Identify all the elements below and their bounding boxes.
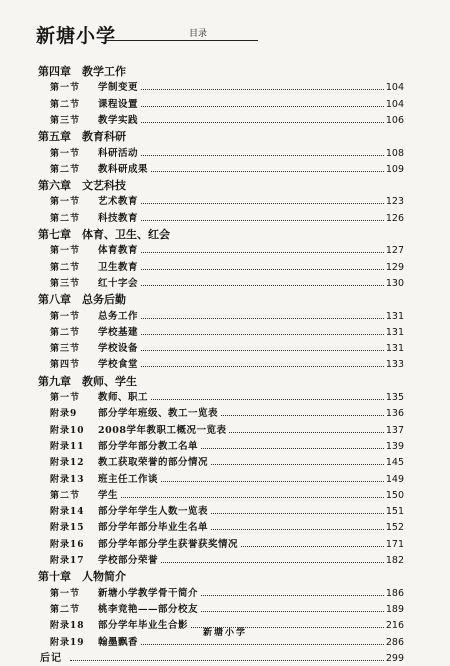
entry-section: 第二节 (50, 604, 81, 615)
toc-entry[interactable] (0, 407, 450, 421)
entry-section: 附录9 (50, 409, 78, 420)
entry-section: 第一节 (50, 246, 81, 257)
entry-title: 新塘小学教学骨干简介 (98, 587, 199, 599)
entry-page-number: 106 (385, 114, 404, 126)
dot-leader (100, 220, 404, 221)
chapter-heading (38, 179, 168, 193)
entry-page-number: 127 (385, 245, 404, 257)
entry-section: 第三节 (50, 344, 81, 355)
toc-entry[interactable] (0, 277, 450, 291)
afterword-page-number: 299 (385, 652, 404, 664)
entry-page-number: 145 (385, 457, 404, 469)
chapter-number: 第八章 (38, 293, 71, 307)
entry-section: 第一节 (50, 148, 81, 159)
entry-page-number: 182 (385, 555, 404, 566)
entry-title: 学校基建 (98, 326, 139, 338)
entry-page-number: 123 (385, 196, 404, 208)
entry-section: 附录10 (50, 425, 85, 436)
chapter-number: 第六章 (38, 179, 71, 193)
dot-leader (100, 366, 404, 367)
entry-page-number: 152 (385, 522, 404, 534)
entry-title: 教科研成果 (98, 163, 149, 175)
entry-title: 艺术教育 (98, 196, 139, 208)
entry-title: 科研活动 (98, 147, 139, 159)
toc-entry[interactable] (0, 473, 450, 487)
entry-title: 部分学年部分学生获誉获奖情况 (98, 538, 239, 550)
dot-leader (100, 497, 404, 498)
entry-title: 部分学年毕业生合影 (98, 620, 189, 632)
toc-entry[interactable] (0, 603, 450, 617)
entry-section: 第三节 (50, 115, 81, 126)
afterword-title: 后记 (40, 652, 62, 664)
entry-page-number: 129 (385, 261, 404, 273)
entry-title: 学校设备 (98, 343, 139, 355)
toc-entry[interactable] (0, 244, 450, 258)
entry-page-number: 131 (385, 326, 404, 338)
chapter-heading (38, 570, 168, 584)
toc-entry[interactable] (0, 81, 450, 95)
toc-entry[interactable] (0, 391, 450, 405)
dot-leader (100, 203, 404, 204)
chapter-title: 文艺科技 (82, 179, 126, 193)
toc-entry[interactable] (0, 424, 450, 438)
entry-page-number: 108 (385, 147, 404, 159)
toc-entry[interactable] (0, 505, 450, 519)
entry-page-number: 171 (385, 538, 404, 550)
entry-title: 学生 (98, 489, 119, 501)
toc-entry[interactable] (0, 587, 450, 601)
page-footer: 新塘小学 (202, 628, 247, 638)
entry-title: 教工获取荣誉的部分情况 (98, 457, 209, 469)
toc-entry[interactable] (0, 554, 450, 568)
dot-leader (100, 644, 404, 645)
entry-page-number: 131 (385, 343, 404, 355)
chapter-title: 体育、卫生、红会 (82, 228, 170, 241)
entry-section: 附录13 (50, 474, 85, 485)
entry-section: 第一节 (50, 197, 81, 208)
entry-title: 教师、职工 (98, 392, 149, 403)
toc-entry[interactable] (0, 489, 450, 503)
chapter-number: 第九章 (38, 374, 71, 388)
entry-page-number: 139 (385, 440, 404, 452)
entry-section: 附录18 (50, 621, 85, 632)
entry-title: 部分学年班级、教工一览表 (98, 408, 219, 420)
entry-title: 红十字会 (98, 277, 139, 289)
chapter-heading (38, 375, 168, 389)
entry-section: 第四节 (50, 360, 81, 371)
entry-section: 附录16 (50, 539, 85, 550)
entry-title: 课程设置 (98, 98, 139, 110)
entry-title: 2008学年教职工概况一览表 (98, 424, 227, 436)
entry-title: 部分学年部分教工名单 (98, 440, 199, 452)
entry-section: 第二节 (50, 213, 81, 224)
entry-title: 桃李竞艳——部分校友 (98, 603, 199, 615)
dot-leader (100, 252, 404, 253)
entry-section: 附录19 (50, 637, 85, 648)
entry-title: 体育教育 (98, 245, 139, 257)
entry-title: 教学实践 (98, 114, 139, 126)
toc-entry[interactable] (0, 521, 450, 535)
toc-entry[interactable] (0, 147, 450, 161)
entry-title: 班主任工作谈 (98, 473, 159, 485)
entry-page-number: 104 (385, 98, 404, 110)
entry-page-number: 109 (385, 163, 404, 175)
entry-section: 第一节 (50, 393, 81, 403)
entry-page-number: 286 (385, 636, 404, 648)
entry-section: 附录14 (50, 507, 85, 518)
chapter-number: 第十章 (38, 570, 71, 584)
toc-entry[interactable] (0, 456, 450, 470)
entry-title: 学校部分荣誉 (98, 555, 159, 566)
entry-title: 翰墨飘香 (98, 636, 139, 648)
toc-entry[interactable] (0, 114, 450, 128)
dot-leader (100, 334, 404, 335)
entry-title: 科技教育 (98, 212, 139, 224)
entry-section: 附录11 (50, 441, 85, 452)
toc-entry[interactable] (0, 212, 450, 226)
toc-entry[interactable] (0, 342, 450, 356)
dot-leader (100, 318, 404, 319)
dot-leader (100, 122, 404, 123)
entry-section: 第一节 (50, 311, 81, 322)
toc-entry[interactable] (0, 440, 450, 454)
dot-leader (100, 269, 404, 270)
entry-page-number: 130 (385, 277, 404, 289)
chapter-heading (38, 293, 168, 307)
entry-title: 部分学年学生人数一览表 (98, 506, 209, 518)
chapter-title: 教师、学生 (82, 374, 137, 388)
entry-section: 附录15 (50, 523, 85, 534)
entry-section: 第三节 (50, 278, 81, 289)
entry-section: 第一节 (50, 588, 81, 599)
entry-section: 附录12 (50, 458, 85, 469)
toc-entry[interactable] (0, 326, 450, 340)
entry-section: 第一节 (50, 83, 81, 94)
toc-entry-afterword[interactable] (0, 652, 450, 666)
chapter-title: 总务后勤 (82, 293, 126, 307)
entry-title: 学校食堂 (98, 359, 139, 371)
entry-page-number: 150 (385, 489, 404, 501)
entry-section: 第二节 (50, 490, 81, 501)
entry-page-number: 131 (385, 310, 404, 322)
chapter-title: 教育科研 (82, 130, 126, 144)
entry-page-number: 186 (385, 587, 404, 599)
header-label: 目录 (189, 29, 208, 39)
entry-section: 第二节 (50, 262, 81, 273)
chapter-heading (38, 228, 168, 242)
entry-page-number: 149 (385, 473, 404, 485)
dot-leader (70, 660, 404, 661)
chapter-number: 第四章 (38, 65, 71, 78)
entry-title: 卫生教育 (98, 261, 139, 273)
chapter-title: 教学工作 (82, 65, 126, 78)
entry-section: 附录17 (50, 556, 85, 566)
dot-leader (100, 350, 404, 351)
toc-entry[interactable] (0, 538, 450, 552)
entry-page-number: 189 (385, 603, 404, 615)
entry-title: 学制变更 (98, 82, 139, 94)
entry-title: 部分学年部分毕业生名单 (98, 522, 209, 534)
entry-page-number: 133 (385, 359, 404, 371)
entry-page-number: 135 (385, 392, 404, 403)
toc-entry[interactable] (0, 195, 450, 209)
dot-leader (100, 285, 404, 286)
chapter-heading (38, 65, 168, 79)
chapter-number: 第七章 (38, 228, 71, 241)
toc-entry[interactable] (0, 358, 450, 372)
entry-page-number: 104 (385, 82, 404, 94)
entry-section: 第二节 (50, 164, 81, 175)
entry-page-number: 151 (385, 506, 404, 518)
toc-entry[interactable] (0, 261, 450, 275)
toc-entry[interactable] (0, 163, 450, 177)
entry-page-number: 126 (385, 212, 404, 224)
chapter-title: 人物简介 (82, 570, 126, 584)
entry-section: 第二节 (50, 99, 81, 110)
chapter-number: 第五章 (38, 130, 71, 144)
chapter-heading (38, 130, 168, 144)
school-name: 新塘小学 (36, 25, 117, 47)
entry-page-number: 216 (385, 620, 404, 632)
dot-leader (100, 155, 404, 156)
entry-page-number: 136 (385, 408, 404, 420)
entry-page-number: 137 (385, 424, 404, 436)
entry-section: 第二节 (50, 327, 81, 338)
entry-title: 总务工作 (98, 310, 139, 322)
toc-entry[interactable] (0, 98, 450, 112)
toc-entry[interactable] (0, 310, 450, 324)
dot-leader (100, 106, 404, 107)
dot-leader (100, 89, 404, 90)
